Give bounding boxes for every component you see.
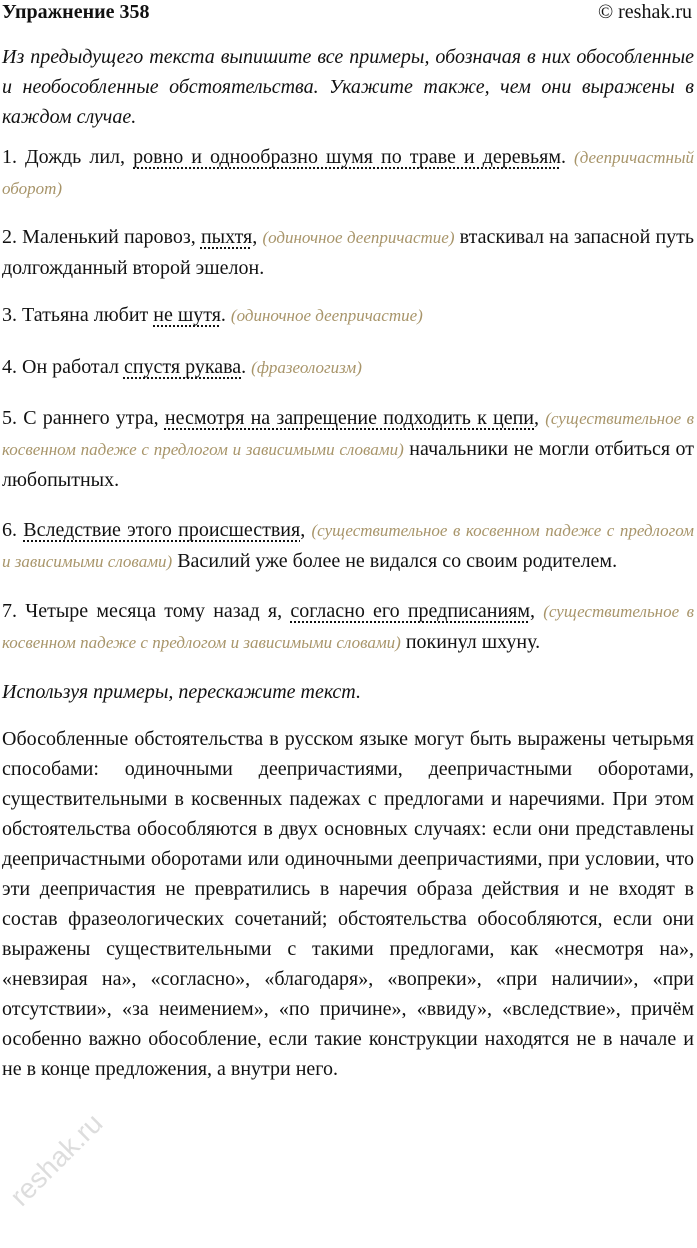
grammar-note: (существительное в косвенном падеже с предлогом и зависимыми словами)	[2, 521, 695, 571]
grammar-note: (фразеологизм)	[251, 358, 362, 377]
example-2	[2, 222, 694, 283]
circumstance-underlined: пыхтя	[200, 226, 253, 248]
example-5	[2, 403, 694, 495]
example-punct: .	[241, 356, 252, 378]
grammar-note: (одиночное деепричастие)	[230, 306, 423, 325]
grammar-note: (деепричастный оборот)	[2, 148, 694, 198]
example-3	[2, 300, 694, 331]
grammar-note: (существительное в косвенном падеже с предлогом и зависимыми словами)	[2, 602, 694, 652]
circumstance-underlined: спустя рукава	[123, 356, 242, 378]
example-1	[2, 142, 694, 204]
exercise-page	[2, 0, 694, 1084]
example-text: 4. Он работал	[2, 356, 124, 378]
circumstance-underlined: не шутя	[153, 304, 221, 326]
example-text: 1. Дождь лил,	[2, 146, 134, 168]
example-punct: .	[561, 146, 566, 168]
example-punct: ,	[252, 226, 263, 248]
example-4	[2, 352, 694, 383]
example-text: 2. Маленький паровоз,	[2, 226, 201, 248]
site-brand[interactable]: © reshak.ru	[597, 1, 692, 23]
circumstance-underlined: несмотря на запрещение подходить к цепи	[164, 407, 535, 429]
example-tail: втаскивал на запасной путь долгожданный второй эшелон.	[2, 226, 695, 279]
example-tail: начальники не могли отбиться от любопытных.	[2, 438, 694, 491]
watermark: reshak.ru	[4, 1107, 109, 1212]
example-text: 6.	[2, 519, 24, 541]
example-6	[2, 515, 694, 577]
circumstance-underlined: согласно его предписаниям	[290, 600, 530, 622]
circumstance-underlined: ровно и однообразно шумя по траве и деревьям	[133, 146, 561, 168]
example-tail: Василий уже более не видался со своим родителем.	[172, 550, 618, 572]
example-punct: .	[220, 304, 231, 326]
grammar-note: (существительное в косвенном падеже с предлогом и зависимыми словами)	[2, 409, 694, 459]
example-7	[2, 596, 694, 658]
retell-task: Используя примеры, перескажите текст.	[2, 681, 361, 703]
circumstance-underlined: Вследствие этого происшествия	[23, 519, 301, 541]
example-text: 7. Четыре месяца тому назад я,	[2, 600, 291, 622]
example-tail: покинул шхуну.	[400, 631, 541, 653]
task-text: Из предыдущего текста выпишите все примеры, обозначая в них обособленные и необособленные обстоятельства. Укажите также, чем они выражены в каждом случае.	[2, 46, 694, 128]
retell-text: Обособленные обстоятельства в русском языке могут быть выражены четырьмя способами: одиночными деепричастиями, деепричастными оборотами, существительными в косвенных падежах с предлогами и наречиями. При этом обстоятельства обособляются в двух основных случаях: если они представлены деепричастными оборотами или одиночными деепричастиями, при условии, что эти деепричастия не превратились в наречия образа действия и не входят в состав фразеологических сочетаний; обстоятельства обособляются, если они выражены существительными с такими предлогами, как «несмотря на», «невзирая на», «согласно», «благодаря», «вопреки», «при наличии», «при отсутствии», «за неимением», «по причине», «ввиду», «вследствие», причём особенно важно обособление, если такие конструкции находятся не в начале и не в конце предложения, а внутри него.	[2, 728, 694, 1080]
example-text: 3. Татьяна любит	[2, 304, 154, 326]
example-punct: ,	[300, 519, 312, 541]
grammar-note: (одиночное деепричастие)	[262, 228, 455, 247]
page-header	[2, 0, 694, 30]
example-text: 5. С раннего утра,	[2, 407, 165, 429]
example-punct: ,	[530, 600, 544, 622]
exercise-title: Упражнение 358	[2, 1, 150, 23]
example-punct: ,	[534, 407, 546, 429]
